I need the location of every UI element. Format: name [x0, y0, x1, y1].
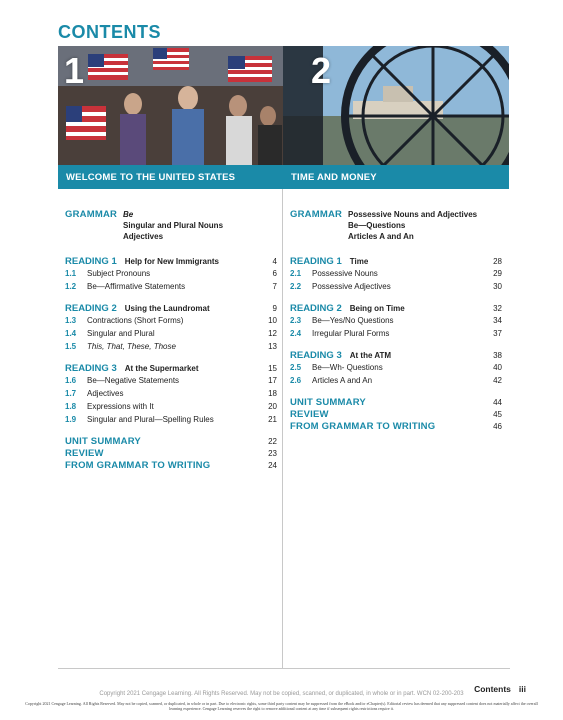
toc-entry[interactable] [65, 269, 277, 282]
section-number: 2.1 [290, 269, 302, 278]
toc-entry[interactable] [290, 329, 502, 342]
page-number: 45 [493, 410, 502, 419]
page-number: 46 [493, 422, 502, 431]
page-number: 6 [272, 269, 277, 278]
toc-entry[interactable] [65, 282, 277, 295]
section-title: Be—Affirmative Statements [87, 282, 186, 291]
page-number: 17 [268, 376, 277, 385]
section-title: Possessive Adjectives [312, 282, 391, 291]
unit-number: 1 [64, 50, 85, 91]
summary-label: FROM GRAMMAR TO WRITING [290, 421, 436, 432]
grammar-item: Be [123, 210, 134, 219]
page-number: 22 [268, 437, 277, 446]
section-number: 2.3 [290, 316, 302, 325]
reading-heading[interactable] [65, 256, 277, 267]
grammar-item: Be—Questions [348, 221, 406, 230]
unit-summary-entry[interactable] [290, 397, 502, 409]
section-number: 2.6 [290, 376, 302, 385]
section-title: Contractions (Short Forms) [87, 316, 184, 325]
section-title: Expressions with It [87, 402, 154, 411]
page-number: 37 [493, 329, 502, 338]
unit-theme: TIME AND MONEY [283, 165, 509, 189]
reading-label: READING 1 [65, 256, 117, 267]
section-title: Adjectives [87, 389, 124, 398]
page-number: 13 [268, 342, 277, 351]
footer-page-number: iii [518, 684, 526, 694]
page-number: 7 [272, 282, 277, 291]
unit-theme: WELCOME TO THE UNITED STATES [58, 165, 284, 189]
page-number: 4 [272, 257, 277, 266]
page-number: 15 [268, 364, 277, 373]
section-number: 1.2 [65, 282, 77, 291]
section-title: This, That, These, Those [87, 342, 176, 351]
grammar-to-writing-entry[interactable] [65, 460, 277, 472]
section-number: 1.4 [65, 329, 77, 338]
page-number: 34 [493, 316, 502, 325]
section-number: 1.3 [65, 316, 77, 325]
grammar-block [290, 209, 502, 242]
grammar-label: GRAMMAR [65, 209, 118, 220]
page-number: 44 [493, 398, 502, 407]
section-number: 2.2 [290, 282, 302, 291]
page-title: CONTENTS [58, 22, 161, 42]
section-number: 2.4 [290, 329, 302, 338]
unit-2-photo [283, 46, 509, 165]
grammar-block [65, 209, 277, 242]
reading-title: At the Supermarket [124, 364, 199, 373]
section-title: Singular and Plural [87, 329, 155, 338]
reading-heading[interactable] [290, 256, 502, 267]
section-title: Singular and Plural—Spelling Rules [87, 415, 214, 424]
toc-entry[interactable] [65, 415, 277, 428]
section-number: 1.1 [65, 269, 77, 278]
section-title: Irregular Plural Forms [312, 329, 390, 338]
reading-heading[interactable] [65, 363, 277, 374]
toc-entry[interactable] [65, 389, 277, 402]
page-number: 24 [268, 461, 277, 470]
page-number: 29 [493, 269, 502, 278]
section-number: 1.6 [65, 376, 77, 385]
page-number: 20 [268, 402, 277, 411]
toc-entry[interactable] [65, 402, 277, 415]
unit-number: 2 [311, 50, 332, 91]
toc-entry[interactable] [65, 316, 277, 329]
toc-entry[interactable] [290, 316, 502, 329]
section-number: 2.5 [290, 363, 302, 372]
section-number: 1.9 [65, 415, 77, 424]
summary-label: REVIEW [290, 409, 329, 420]
reading-title: Help for New Immigrants [124, 257, 219, 266]
section-title: Possessive Nouns [312, 269, 378, 278]
section-title: Be—Wh- Questions [312, 363, 383, 372]
section-title: Articles A and An [312, 376, 373, 385]
reading-title: Using the Laundromat [124, 304, 210, 313]
reading-title: Being on Time [349, 304, 405, 313]
page-number: 18 [268, 389, 277, 398]
section-title: Be—Negative Statements [87, 376, 180, 385]
page-number: 23 [268, 449, 277, 458]
page-number: 21 [268, 415, 277, 424]
unit-summary-entry[interactable] [65, 436, 277, 448]
section-number: 1.8 [65, 402, 77, 411]
footer-divider [58, 668, 510, 669]
section-number: 1.7 [65, 389, 77, 398]
page-number: 42 [493, 376, 502, 385]
grammar-label: GRAMMAR [290, 209, 343, 220]
page-number: 30 [493, 282, 502, 291]
unit-1-photo [58, 46, 284, 165]
reading-title: At the ATM [349, 351, 392, 360]
section-title: Subject Pronouns [87, 269, 151, 278]
page-number: 28 [493, 257, 502, 266]
section-number: 1.5 [65, 342, 77, 351]
toc-entry[interactable] [290, 376, 502, 389]
legal-notice: Copyright 2021 Cengage Learning. All Rights Reserved. May not be copied, scanned, or duplicated, in whole or in part. Due to electronic rights, some third party content may be suppressed from the eBook and/or eChapter(s). Editorial review has deemed that any suppressed content does not materially affect the overall learning experience. Cengage Learning reserves the right to remove additional content at any time if subsequent rights restrictions require it. [25, 701, 538, 711]
crowd-with-flags-image [58, 46, 284, 165]
reading-title: Time [349, 257, 369, 266]
reading-label: READING 1 [290, 256, 342, 267]
summary-label: UNIT SUMMARY [290, 397, 366, 408]
toc-entry[interactable] [290, 269, 502, 282]
reading-label: READING 3 [65, 363, 117, 374]
footer-label: Contents [474, 684, 511, 694]
toc-entry[interactable] [65, 342, 277, 355]
toc-entry[interactable] [65, 329, 277, 342]
summary-label: UNIT SUMMARY [65, 436, 141, 447]
reading-heading[interactable] [290, 303, 502, 314]
review-entry[interactable] [65, 448, 277, 460]
reading-heading[interactable] [290, 350, 502, 361]
reading-label: READING 2 [290, 303, 342, 314]
review-entry[interactable] [290, 409, 502, 421]
page-number: 40 [493, 363, 502, 372]
grammar-item: Singular and Plural Nouns [123, 221, 224, 230]
toc-entry[interactable] [65, 376, 277, 389]
toc-entry[interactable] [290, 282, 502, 295]
toc-entry[interactable] [290, 363, 502, 376]
page-number: 10 [268, 316, 277, 325]
unit-1-column [58, 46, 284, 472]
page-number: 38 [493, 351, 502, 360]
section-title: Be—Yes/No Questions [312, 316, 394, 325]
reading-label: READING 3 [290, 350, 342, 361]
reading-heading[interactable] [65, 303, 277, 314]
grammar-item: Articles A and An [348, 232, 414, 241]
summary-label: REVIEW [65, 448, 104, 459]
grammar-item: Adjectives [123, 232, 164, 241]
page-number: 9 [272, 304, 277, 313]
summary-label: FROM GRAMMAR TO WRITING [65, 460, 211, 471]
grammar-item: Possessive Nouns and Adjectives [348, 210, 478, 219]
page-number: 12 [268, 329, 277, 338]
reading-label: READING 2 [65, 303, 117, 314]
unit-2-column [283, 46, 509, 433]
grammar-to-writing-entry[interactable] [290, 421, 502, 433]
copyright-line: Copyright 2021 Cengage Learning. All Rights Reserved. May not be copied, scanned, or duplicated, in whole or in part. WCN 02-200-203 [99, 691, 464, 697]
page-number: 32 [493, 304, 502, 313]
